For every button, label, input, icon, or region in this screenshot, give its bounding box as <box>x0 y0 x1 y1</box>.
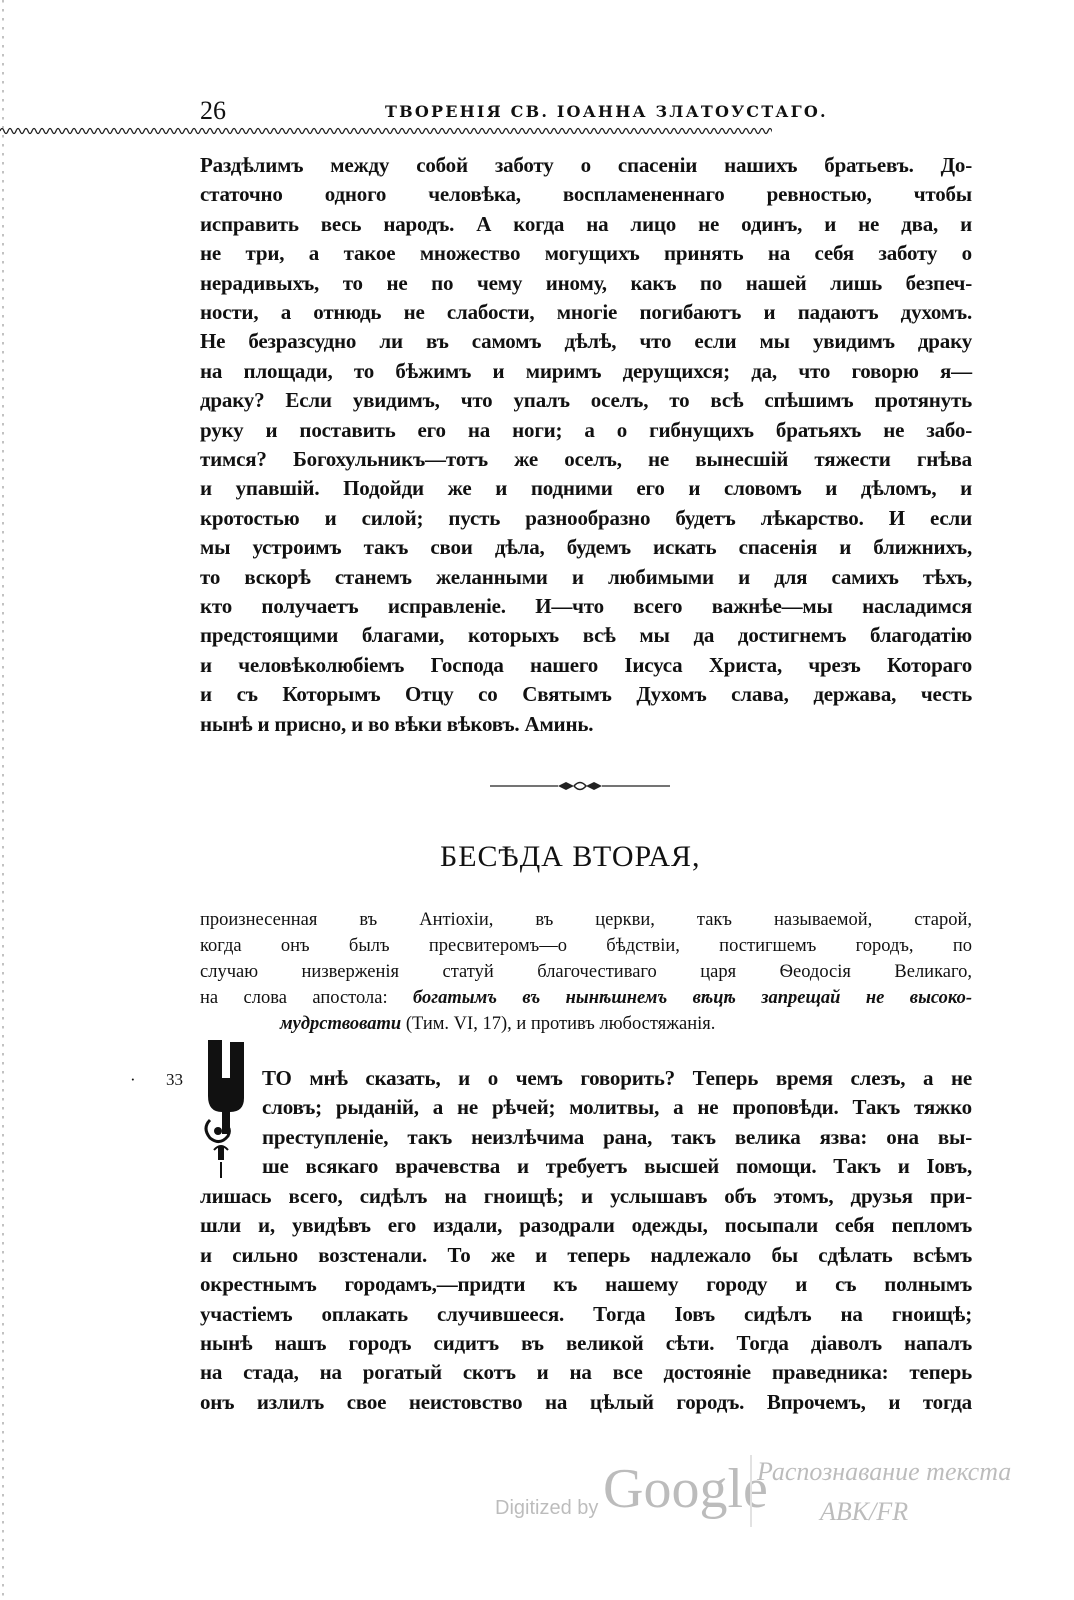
drop-cap-ornament <box>200 1038 258 1180</box>
text-line: участіемъ оплакать случившееся. Тогда Іовъ сидѣлъ на гноищѣ; <box>200 1301 972 1326</box>
digitization-watermark <box>485 1455 1045 1555</box>
text-line: на стада, на рогатый скотъ и на все достояніе праведника: теперь <box>200 1360 972 1385</box>
page-number: 26 <box>200 96 226 125</box>
text-line: окрестнымъ городамъ,—придти къ нашему городу и съ полнымъ <box>200 1272 972 1297</box>
text-line: когда онъ былъ пресвитеромъ—о бѣдствіи, постигшемъ городъ, по <box>200 936 972 956</box>
subtitle-prefix: на слова апостола: <box>200 988 388 1008</box>
text-line: ТО мнѣ сказать, и о чемъ говорить? Теперь время слезъ, а не <box>262 1066 972 1090</box>
subtitle-line <box>280 1014 970 1040</box>
text-line: то вскорѣ станемъ желанными и любимыми и для самихъ тѣхъ, <box>200 564 972 589</box>
text-line: лишась всего, сидѣлъ на гноищѣ; и услышавъ объ этомъ, друзья при- <box>200 1184 972 1208</box>
text-line: словъ; рыданій, а не рѣчей; молитвы, а не проповѣди. Такъ тяжко <box>262 1095 972 1120</box>
recognition-credit: ABK/FR <box>820 1497 909 1526</box>
text-line: Раздѣлимъ между собой заботу о спасеніи нашихъ братьевъ. До- <box>200 153 972 177</box>
margin-mark: · <box>130 1070 136 1089</box>
text-line: и сильно возстенали. То же и теперь надлежало бы сдѣлать всѣмъ <box>200 1242 972 1267</box>
section-ornament <box>490 776 670 796</box>
running-header <box>200 96 972 126</box>
text-line: мы устроимъ такъ свои дѣла, будемъ искать спасенія и ближнихъ, <box>200 535 972 560</box>
text-line: нынѣ нашъ городъ сидитъ въ великой сѣти. Тогда діаволъ напалъ <box>200 1331 972 1355</box>
subtitle-quote-end: мудрствовати <box>280 1014 402 1034</box>
text-line: драку? Если увидимъ, что упалъ оселъ, то всѣ спѣшимъ протянуть <box>200 388 972 413</box>
text-line: и человѣколюбіемъ Господа нашего Іисуса Христа, чрезъ Котораго <box>200 652 972 677</box>
section-heading: БЕСѢДА ВТОРАЯ, <box>440 840 701 873</box>
text-line: произнесенная въ Антіохіи, въ церкви, такъ называемой, старой, <box>200 910 972 930</box>
subtitle-quote: богатымъ въ нынѣшнемъ вѣцѣ запрещай не высоко- <box>413 988 972 1008</box>
watermark-divider <box>750 1455 752 1527</box>
page-edge <box>0 0 6 1600</box>
subtitle-reference: (Тим. VI, 17), и противъ любостяжанія. <box>405 1014 716 1034</box>
digitized-label: Digitized by <box>495 1497 599 1519</box>
text-line: случаю низверженія статуй благочестиваго царя Ѳеодосія Великаго, <box>200 962 972 982</box>
running-title: ТВОРЕНІЯ СВ. ІОАННА ЗЛАТОУСТАГО. <box>385 102 828 121</box>
text-line: нынѣ и присно, и во вѣки вѣковъ. Аминь. <box>200 711 594 736</box>
text-line: кротостью и силой; пусть разнообразно будетъ лѣкарство. И если <box>200 505 972 530</box>
text-line: преступленіе, такъ неизлѣчима рана, такъ велика язва: она вы- <box>262 1124 972 1149</box>
text-line: нерадивыхъ, то не по чему иному, какъ по нашей лишь безпеч- <box>200 270 972 295</box>
text-line: на площади, то бѣжимъ и миримъ дерущихся; да, что говорю я— <box>200 358 972 383</box>
text-line: и съ Которымъ Отцу со Святымъ Духомъ слава, держава, честь <box>200 682 972 707</box>
text-line: ности, а отнюдь не слабости, многіе погибаютъ и падаютъ духомъ. <box>200 300 972 324</box>
google-logo: Google <box>603 1458 768 1520</box>
text-line: руку и поставить его на ноги; а о гибнущихъ братьяхъ не забо- <box>200 417 972 442</box>
text-line: тимся? Богохульникъ—тотъ же оселъ, не вынесшій тяжести гнѣва <box>200 447 972 471</box>
text-line: Не безразсудно ли въ самомъ дѣлѣ, что если мы увидимъ драку <box>200 329 972 354</box>
text-line: онъ излилъ свое неистовство на цѣлый городъ. Впрочемъ, и тогда <box>200 1389 972 1414</box>
text-line: ше всякаго врачевства и требуетъ высшей помощи. Такъ и Іовъ, <box>262 1154 972 1179</box>
subtitle-line <box>200 988 972 1014</box>
text-line: не три, а такое множество могущихъ принять на себя заботу о <box>200 241 972 266</box>
text-line: кто получаетъ исправленіе. И—что всего важнѣе—мы насладимся <box>200 594 972 618</box>
text-line: и упавшій. Подойди же и подними его и словомъ и дѣломъ, и <box>200 476 972 501</box>
margin-number: 33 <box>166 1070 183 1089</box>
text-line: статочно одного человѣка, воспламененнаго ревностью, чтобы <box>200 182 972 207</box>
text-line: исправить весь народъ. А когда на лицо не одинъ, и не два, и <box>200 211 972 236</box>
header-wavy-rule <box>0 124 772 138</box>
recognition-label: Распознавание текста <box>757 1457 1012 1486</box>
text-line: предстоящими благами, которыхъ всѣ мы да достигнемъ благодатію <box>200 623 972 648</box>
text-line: шли и, увидѣвъ его издали, разодрали одежды, посыпали себя пепломъ <box>200 1213 972 1238</box>
